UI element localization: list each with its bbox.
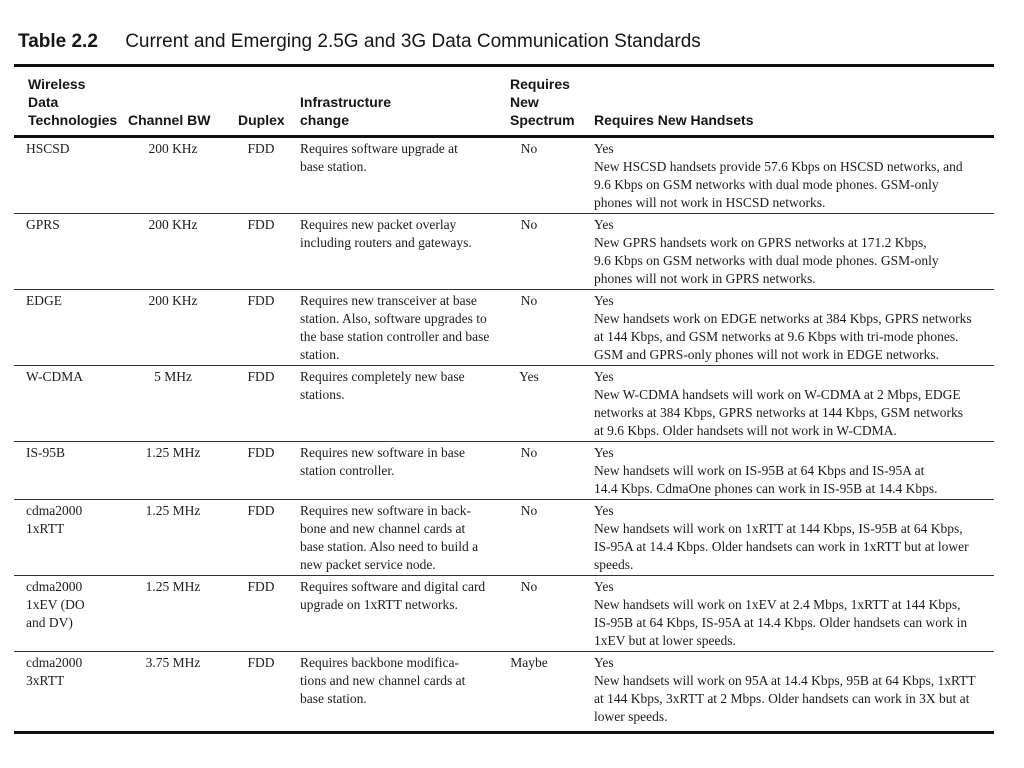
cell-channel-bw: 1.25 MHz bbox=[128, 442, 238, 500]
cell-technology-line: cdma2000 bbox=[26, 503, 83, 518]
cell-technology bbox=[14, 500, 128, 576]
cell-technology-line: 1xEV (DO bbox=[26, 597, 85, 612]
table-header bbox=[14, 67, 994, 137]
cell-spectrum: No bbox=[510, 576, 594, 652]
cell-duplex: FDD bbox=[238, 290, 300, 366]
cell-handsets-line: Yes bbox=[594, 141, 614, 156]
cell-duplex: FDD bbox=[238, 442, 300, 500]
cell-handsets-line: at 144 Kbps, and GSM networks at 9.6 Kbps with tri-mode phones. bbox=[594, 329, 959, 344]
cell-infrastructure-line: Requires new software in base bbox=[300, 445, 465, 460]
cell-channel-bw: 3.75 MHz bbox=[128, 652, 238, 733]
cell-spectrum: No bbox=[510, 500, 594, 576]
table-row bbox=[14, 137, 994, 214]
cell-technology bbox=[14, 290, 128, 366]
cell-infrastructure-line: the base station controller and base bbox=[300, 329, 490, 344]
cell-technology-line: W-CDMA bbox=[26, 369, 83, 384]
standards-table bbox=[14, 67, 994, 734]
cell-technology-line: 3xRTT bbox=[26, 673, 65, 688]
table-row bbox=[14, 576, 994, 652]
cell-handsets-line: Yes bbox=[594, 503, 614, 518]
cell-infrastructure-line: Requires completely new base bbox=[300, 369, 465, 384]
cell-infrastructure-line: Requires software and digital card bbox=[300, 579, 486, 594]
table-title: Current and Emerging 2.5G and 3G Data Communication Standards bbox=[125, 31, 701, 52]
cell-infrastructure-line: station. Also, software upgrades to bbox=[300, 311, 487, 326]
table-row bbox=[14, 652, 994, 733]
cell-infrastructure bbox=[300, 500, 510, 576]
cell-spectrum: No bbox=[510, 442, 594, 500]
cell-duplex: FDD bbox=[238, 366, 300, 442]
cell-handsets bbox=[594, 137, 994, 214]
cell-infrastructure-line: bone and new channel cards at bbox=[300, 521, 466, 536]
cell-handsets-line: IS-95A at 14.4 Kbps. Older handsets can work in 1xRTT but at lower bbox=[594, 539, 969, 554]
cell-infrastructure-line: stations. bbox=[300, 387, 345, 402]
cell-handsets-line: Yes bbox=[594, 293, 614, 308]
cell-technology bbox=[14, 652, 128, 733]
cell-handsets-line: New handsets will work on 95A at 14.4 Kbps, 95B at 64 Kbps, 1xRTT bbox=[594, 673, 976, 688]
cell-handsets-line: IS-95B at 64 Kbps, IS-95A at 14.4 Kbps. Older handsets can work in bbox=[594, 615, 968, 630]
cell-handsets bbox=[594, 442, 994, 500]
cell-handsets-line: at 144 Kbps, 3xRTT at 2 Mbps. Older handsets can work in 3X but at bbox=[594, 691, 970, 706]
cell-infrastructure-line: Requires new packet overlay bbox=[300, 217, 457, 232]
cell-infrastructure bbox=[300, 214, 510, 290]
cell-duplex: FDD bbox=[238, 214, 300, 290]
cell-spectrum: Maybe bbox=[510, 652, 594, 733]
table-number: Table 2.2 bbox=[18, 31, 98, 52]
cell-infrastructure bbox=[300, 442, 510, 500]
cell-channel-bw: 5 MHz bbox=[128, 366, 238, 442]
cell-handsets-line: at 9.6 Kbps. Older handsets will not work in W-CDMA. bbox=[594, 423, 897, 438]
cell-spectrum: Yes bbox=[510, 366, 594, 442]
cell-technology bbox=[14, 137, 128, 214]
cell-spectrum: No bbox=[510, 214, 594, 290]
cell-infrastructure-line: base station. bbox=[300, 159, 367, 174]
table-caption bbox=[14, 30, 994, 54]
cell-handsets-line: New HSCSD handsets provide 57.6 Kbps on HSCSD networks, and bbox=[594, 159, 963, 174]
cell-infrastructure bbox=[300, 366, 510, 442]
cell-handsets bbox=[594, 500, 994, 576]
document-page bbox=[14, 30, 994, 734]
cell-handsets bbox=[594, 652, 994, 733]
cell-technology-line: cdma2000 bbox=[26, 655, 83, 670]
cell-infrastructure-line: Requires new transceiver at base bbox=[300, 293, 477, 308]
cell-technology-line: HSCSD bbox=[26, 141, 70, 156]
cell-duplex: FDD bbox=[238, 137, 300, 214]
cell-spectrum: No bbox=[510, 137, 594, 214]
cell-duplex: FDD bbox=[238, 500, 300, 576]
header-row bbox=[14, 67, 994, 137]
cell-infrastructure-line: station. bbox=[300, 347, 340, 362]
header-spectrum: Requires New Spectrum bbox=[510, 67, 594, 137]
cell-infrastructure-line: Requires backbone modifica- bbox=[300, 655, 459, 670]
cell-channel-bw: 200 KHz bbox=[128, 137, 238, 214]
cell-handsets-line: 1xEV but at lower speeds. bbox=[594, 633, 736, 648]
cell-handsets-line: Yes bbox=[594, 579, 614, 594]
cell-infrastructure-line: Requires new software in back- bbox=[300, 503, 471, 518]
cell-channel-bw: 1.25 MHz bbox=[128, 500, 238, 576]
cell-infrastructure-line: base station. bbox=[300, 691, 367, 706]
cell-infrastructure-line: tions and new channel cards at bbox=[300, 673, 466, 688]
cell-handsets-line: phones will not work in GPRS networks. bbox=[594, 271, 816, 286]
cell-handsets bbox=[594, 290, 994, 366]
cell-handsets-line: New W-CDMA handsets will work on W-CDMA at 2 Mbps, EDGE bbox=[594, 387, 961, 402]
cell-handsets-line: Yes bbox=[594, 369, 614, 384]
header-technology: Wireless Data Technologies bbox=[14, 67, 128, 137]
header-channel-bw: Channel BW bbox=[128, 67, 238, 137]
cell-handsets-line: Yes bbox=[594, 217, 614, 232]
table-row bbox=[14, 214, 994, 290]
header-infrastructure: Infrastructure change bbox=[300, 67, 510, 137]
cell-spectrum: No bbox=[510, 290, 594, 366]
cell-infrastructure-line: Requires software upgrade at bbox=[300, 141, 458, 156]
cell-handsets-line: New handsets will work on IS-95B at 64 Kbps and IS-95A at bbox=[594, 463, 925, 478]
cell-handsets-line: New handsets will work on 1xRTT at 144 Kbps, IS-95B at 64 Kbps, bbox=[594, 521, 963, 536]
cell-handsets-line: New handsets will work on 1xEV at 2.4 Mbps, 1xRTT at 144 Kbps, bbox=[594, 597, 961, 612]
cell-handsets-line: 9.6 Kbps on GSM networks with dual mode phones. GSM-only bbox=[594, 253, 939, 268]
cell-handsets bbox=[594, 214, 994, 290]
table-row bbox=[14, 290, 994, 366]
header-handsets: Requires New Handsets bbox=[594, 67, 994, 137]
cell-handsets-line: New handsets work on EDGE networks at 384 Kbps, GPRS networks bbox=[594, 311, 972, 326]
cell-technology-line: EDGE bbox=[26, 293, 62, 308]
cell-technology-line: cdma2000 bbox=[26, 579, 83, 594]
cell-handsets bbox=[594, 366, 994, 442]
cell-infrastructure-line: base station. Also need to build a bbox=[300, 539, 479, 554]
table-row bbox=[14, 442, 994, 500]
cell-handsets-line: GSM and GPRS-only phones will not work in EDGE networks. bbox=[594, 347, 939, 362]
cell-infrastructure bbox=[300, 652, 510, 733]
cell-handsets-line: phones will not work in HSCSD networks. bbox=[594, 195, 826, 210]
cell-channel-bw: 1.25 MHz bbox=[128, 576, 238, 652]
cell-infrastructure-line: station controller. bbox=[300, 463, 395, 478]
cell-technology-line: and DV) bbox=[26, 615, 73, 630]
cell-channel-bw: 200 KHz bbox=[128, 290, 238, 366]
cell-technology-line: IS-95B bbox=[26, 445, 66, 460]
cell-duplex: FDD bbox=[238, 652, 300, 733]
cell-handsets-line: lower speeds. bbox=[594, 709, 668, 724]
cell-infrastructure bbox=[300, 576, 510, 652]
table-body bbox=[14, 137, 994, 733]
cell-infrastructure-line: including routers and gateways. bbox=[300, 235, 472, 250]
cell-infrastructure bbox=[300, 137, 510, 214]
cell-technology-line: GPRS bbox=[26, 217, 60, 232]
header-duplex: Duplex bbox=[238, 67, 300, 137]
cell-handsets-line: 14.4 Kbps. CdmaOne phones can work in IS-95B at 14.4 Kbps. bbox=[594, 481, 938, 496]
cell-handsets-line: Yes bbox=[594, 655, 614, 670]
cell-technology-line: 1xRTT bbox=[26, 521, 65, 536]
cell-technology bbox=[14, 442, 128, 500]
cell-infrastructure bbox=[300, 290, 510, 366]
cell-handsets-line: New GPRS handsets work on GPRS networks at 171.2 Kbps, bbox=[594, 235, 927, 250]
cell-duplex: FDD bbox=[238, 576, 300, 652]
cell-handsets-line: 9.6 Kbps on GSM networks with dual mode phones. GSM-only bbox=[594, 177, 939, 192]
cell-technology bbox=[14, 576, 128, 652]
cell-infrastructure-line: upgrade on 1xRTT networks. bbox=[300, 597, 458, 612]
cell-handsets-line: speeds. bbox=[594, 557, 634, 572]
table-row bbox=[14, 500, 994, 576]
cell-handsets-line: networks at 384 Kbps, GPRS networks at 144 Kbps, GSM networks bbox=[594, 405, 963, 420]
cell-handsets bbox=[594, 576, 994, 652]
cell-handsets-line: Yes bbox=[594, 445, 614, 460]
cell-technology bbox=[14, 214, 128, 290]
table-row bbox=[14, 366, 994, 442]
cell-channel-bw: 200 KHz bbox=[128, 214, 238, 290]
cell-infrastructure-line: new packet service node. bbox=[300, 557, 436, 572]
cell-technology bbox=[14, 366, 128, 442]
